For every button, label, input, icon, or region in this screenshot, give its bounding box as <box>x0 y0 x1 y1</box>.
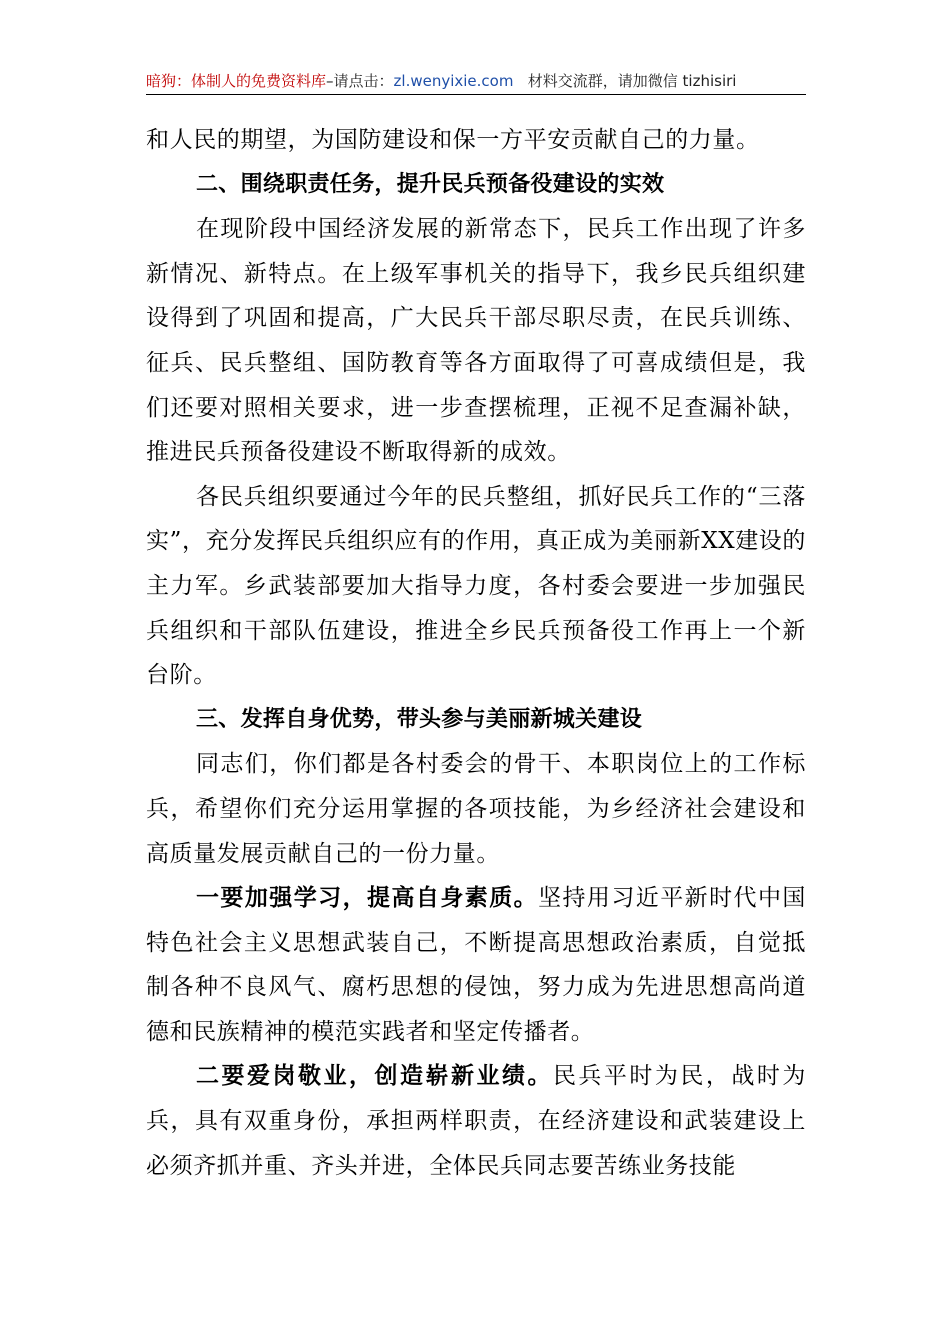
paragraph-point-2 <box>146 1054 806 1188</box>
paragraph-2b: 各民兵组织要通过今年的民兵整组，抓好民兵工作的“三落实”，充分发挥民兵组织应有的作用，真正成为美丽新XX建设的主力军。乡武装部要加大指导力度，各村委会要进一步加强民兵组织和干部队伍建设，推进全乡民兵预备役工作再上一个新台阶。 <box>146 483 806 689</box>
document-body <box>146 118 806 1188</box>
page-header <box>146 68 806 94</box>
paragraph-2a: 在现阶段中国经济发展的新常态下，民兵工作出现了许多新情况、新特点。在上级军事机关的指导下，我乡民兵组织建设得到了巩固和提高，广大民兵干部尽职尽责，在民兵训练、征兵、民兵整组、国防教育等各方面取得了可喜成绩但是，我们还要对照相关要求，进一步查摆梳理，正视不足查漏补缺，推进民兵预备役建设不断取得新的成效。 <box>146 216 806 466</box>
header-divider <box>146 94 806 95</box>
section-heading-2: 二、围绕职责任务，提升民兵预备役建设的实效 <box>196 171 665 197</box>
point-1-lead: 一要加强学习，提高自身素质。 <box>196 885 539 912</box>
point-1-text: 坚持用习近平新时代中国特色社会主义思想武装自己，不断提高思想政治素质，自觉抵制各种不良风气、腐朽思想的侵蚀，努力成为先进思想高尚道德和民族精神的模范实践者和坚定传播者。 <box>146 885 806 1045</box>
header-click-prefix: –请点击： <box>326 72 394 90</box>
paragraph-intro-tail: 和人民的期望，为国防建设和保一方平安贡献自己的力量。 <box>146 127 760 153</box>
header-url-link[interactable]: zl.wenyixie.com <box>393 72 514 90</box>
point-2-lead: 二要爱岗敬业，创造崭新业绩。 <box>196 1063 553 1090</box>
paragraph-point-1 <box>146 876 806 1054</box>
paragraph-3a: 同志们，你们都是各村委会的骨干、本职岗位上的工作标兵，希望你们充分运用掌握的各项技能，为乡经济社会建设和高质量发展贡献自己的一份力量。 <box>146 751 806 867</box>
header-brand: 暗狗：体制人的免费资料库 <box>146 72 327 90</box>
section-heading-3: 三、发挥自身优势，带头参与美丽新城关建设 <box>196 706 643 732</box>
point-2-text: 民兵平时为民，战时为兵，具有双重身份，承担两样职责，在经济建设和武装建设上必须齐抓并重、齐头并进，全体民兵同志要苦练业务技能 <box>146 1063 806 1179</box>
header-spacer <box>513 72 527 90</box>
header-group-note: 材料交流群，请加微信 tizhisiri <box>527 72 737 90</box>
